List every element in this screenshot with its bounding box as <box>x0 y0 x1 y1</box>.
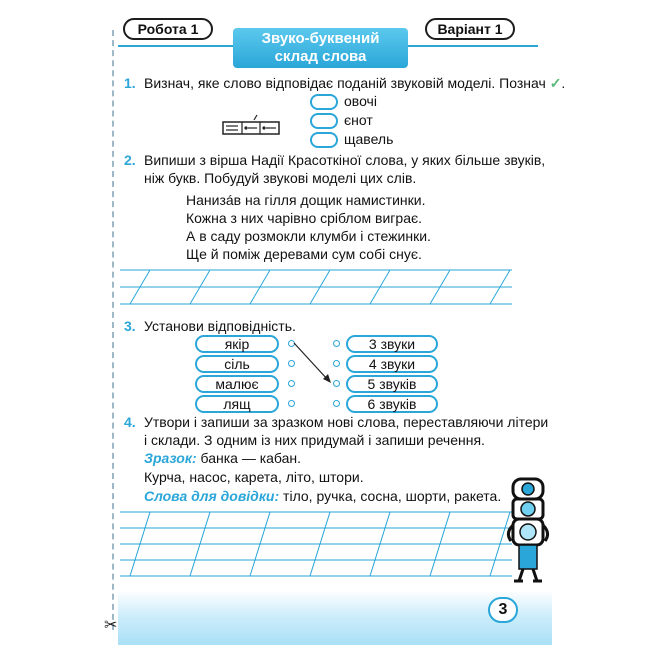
checkmark-icon: ✓ <box>549 75 562 91</box>
sample-label: Зразок: <box>144 450 197 466</box>
count-item-3: 5 звуків <box>346 375 438 393</box>
writing-lines-task4[interactable] <box>120 502 512 594</box>
robot-mascot-icon <box>505 475 551 587</box>
match-arrow <box>290 340 338 385</box>
sound-model-diagram <box>222 114 280 136</box>
words-line: Курча, насос, карета, літо, штори. <box>144 469 364 485</box>
sample-text: банка — кабан. <box>200 450 302 466</box>
task3-instruction: Установи відповідність. <box>144 318 296 334</box>
title-line-1: Звуко-буквений <box>261 30 380 47</box>
option-label-3: щавель <box>344 131 394 147</box>
task2-instruction-line-1: Випиши з вірша Надії Красоткіної слова, у яких більше звуків, <box>144 152 546 168</box>
bottom-band <box>118 590 552 645</box>
task1-instruction <box>144 74 565 92</box>
hint-text: тіло, ручка, сосна, шорти, ракета. <box>283 488 502 504</box>
task2-number: 2. <box>124 152 136 168</box>
task4-number: 4. <box>124 414 136 430</box>
word-dot-4[interactable] <box>288 400 295 407</box>
scissors-icon: ✂ <box>104 617 118 634</box>
option-label-2: єнот <box>344 112 373 128</box>
page-title <box>233 28 408 68</box>
work-label: Робота 1 <box>123 18 213 40</box>
count-item-1: 3 звуки <box>346 335 438 353</box>
cut-line <box>112 30 114 630</box>
task1-instruction-text: Визнач, яке слово відповідає поданій звуковій моделі. Познач <box>144 75 546 91</box>
writing-lines-task2[interactable] <box>120 262 512 312</box>
task2-instruction-line-2: ніж букв. Побудуй звукові моделі цих слів. <box>144 170 417 186</box>
option-checkbox-2[interactable] <box>310 113 338 129</box>
poem-line-2: Кожна з них чарівно сріблом виграє. <box>186 210 423 226</box>
count-item-2: 4 звуки <box>346 355 438 373</box>
title-line-2: склад слова <box>274 48 367 65</box>
poem-line-1: Нанизáв на гілля дощик намистинки. <box>186 192 426 208</box>
option-label-1: овочі <box>344 93 377 109</box>
poem-line-4: Ще й поміж деревами сум собі снує. <box>186 246 422 262</box>
poem-line-3: А в саду розмокли клумби і стежинки. <box>186 228 431 244</box>
word-item-4: лящ <box>195 395 279 413</box>
count-dot-4[interactable] <box>333 400 340 407</box>
word-item-3: малює <box>195 375 279 393</box>
option-checkbox-3[interactable] <box>310 132 338 148</box>
word-item-1: якір <box>195 335 279 353</box>
count-item-4: 6 звуків <box>346 395 438 413</box>
hint-label: Слова для довідки: <box>144 488 280 504</box>
page-number: 3 <box>488 597 518 623</box>
task4-instruction-line-2: і склади. З одним із них придумай і запиши речення. <box>144 432 485 448</box>
sample-line <box>144 449 301 467</box>
task1-instruction-end: . <box>561 75 566 91</box>
option-checkbox-1[interactable] <box>310 94 338 110</box>
word-item-2: сіль <box>195 355 279 373</box>
task4-instruction-line-1: Утвори і запиши за зразком нові слова, переставляючи літери <box>144 414 549 430</box>
task1-number: 1. <box>124 75 136 91</box>
task3-number: 3. <box>124 318 136 334</box>
variant-label: Варіант 1 <box>425 18 515 40</box>
